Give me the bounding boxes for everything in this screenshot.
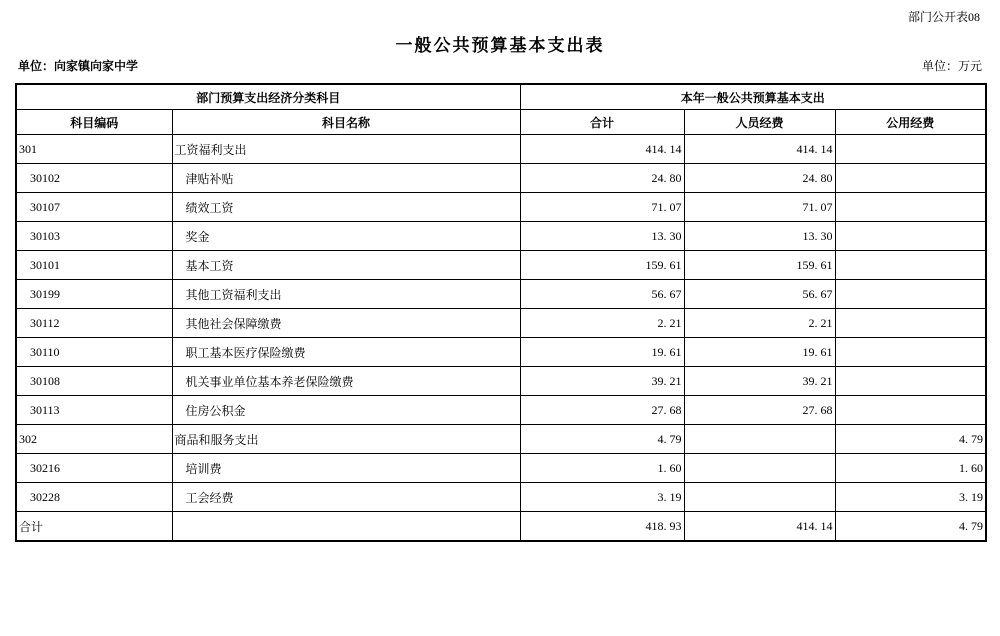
group-header-current-year-expenditure: 本年一般公共预算基本支出: [520, 84, 986, 110]
row-subject-code-cell: 301: [16, 135, 172, 164]
row-subject-code-cell: 302: [16, 425, 172, 454]
row-personnel-funds-cell: 39. 21: [684, 367, 835, 396]
col-header-subject-name: 科目名称: [172, 110, 520, 135]
row-public-funds-cell: [835, 164, 986, 193]
table-row: [16, 193, 986, 222]
row-total-cell: 3. 19: [520, 483, 684, 512]
table-row: [16, 280, 986, 309]
row-public-funds-cell: [835, 280, 986, 309]
row-subject-name-cell: 其他社会保障缴费: [172, 309, 520, 338]
row-public-funds-cell: [835, 338, 986, 367]
row-public-funds-cell: [835, 135, 986, 164]
table-row: [16, 222, 986, 251]
row-public-funds-cell: [835, 367, 986, 396]
row-personnel-funds-cell: 414. 14: [684, 135, 835, 164]
table-row: [16, 454, 986, 483]
row-total-cell: 4. 79: [520, 425, 684, 454]
row-public-funds-cell: [835, 222, 986, 251]
row-subject-name-cell: 商品和服务支出: [172, 425, 520, 454]
col-header-public-funds: 公用经费: [835, 110, 986, 135]
row-total-cell: 2. 21: [520, 309, 684, 338]
unit-currency-label: 单位：万元: [921, 59, 982, 73]
row-public-funds-cell: [835, 396, 986, 425]
table-row: [16, 367, 986, 396]
row-total-cell: 71. 07: [520, 193, 684, 222]
row-personnel-funds-cell: [684, 483, 835, 512]
row-subject-name-cell: 绩效工资: [172, 193, 520, 222]
table-row: [16, 251, 986, 280]
row-personnel-funds-cell: [684, 425, 835, 454]
group-header-subject-classification: 部门预算支出经济分类科目: [16, 84, 520, 110]
row-total-cell: 13. 30: [520, 222, 684, 251]
group-header-row: [16, 84, 986, 110]
row-subject-code-cell: 30199: [16, 280, 172, 309]
unit-info-row: [18, 57, 982, 74]
row-total-cell: 19. 61: [520, 338, 684, 367]
row-subject-name-cell: 奖金: [172, 222, 520, 251]
row-personnel-funds-cell: 414. 14: [684, 512, 835, 542]
row-public-funds-cell: [835, 193, 986, 222]
row-subject-code-cell: 30110: [16, 338, 172, 367]
row-subject-name-cell: 住房公积金: [172, 396, 520, 425]
row-subject-name-cell: 工会经费: [172, 483, 520, 512]
col-header-total: 合计: [520, 110, 684, 135]
row-total-cell: 159. 61: [520, 251, 684, 280]
row-subject-code-cell: 30103: [16, 222, 172, 251]
column-header-row: [16, 110, 986, 135]
row-public-funds-cell: [835, 251, 986, 280]
unit-name-label: 单位：向家镇向家中学: [18, 59, 139, 73]
table-row: [16, 512, 986, 542]
table-row: [16, 164, 986, 193]
table-body: [16, 135, 986, 542]
row-total-cell: 414. 14: [520, 135, 684, 164]
row-public-funds-cell: 4. 79: [835, 425, 986, 454]
row-subject-code-cell: 30228: [16, 483, 172, 512]
basic-expenditure-table: [15, 83, 987, 542]
row-subject-name-cell: 培训费: [172, 454, 520, 483]
row-subject-code-cell: 30112: [16, 309, 172, 338]
row-subject-name-cell: [172, 512, 520, 542]
row-public-funds-cell: 3. 19: [835, 483, 986, 512]
row-subject-code-cell: 合计: [16, 512, 172, 542]
row-subject-code-cell: 30113: [16, 396, 172, 425]
row-personnel-funds-cell: 13. 30: [684, 222, 835, 251]
row-total-cell: 24. 80: [520, 164, 684, 193]
table-row: [16, 425, 986, 454]
row-public-funds-cell: 1. 60: [835, 454, 986, 483]
row-subject-code-cell: 30107: [16, 193, 172, 222]
row-personnel-funds-cell: [684, 454, 835, 483]
row-subject-code-cell: 30108: [16, 367, 172, 396]
row-total-cell: 56. 67: [520, 280, 684, 309]
row-public-funds-cell: 4. 79: [835, 512, 986, 542]
table-row: [16, 135, 986, 164]
row-subject-name-cell: 职工基本医疗保险缴费: [172, 338, 520, 367]
row-subject-name-cell: 津贴补贴: [172, 164, 520, 193]
col-header-subject-code: 科目编码: [16, 110, 172, 135]
col-header-personnel-funds: 人员经费: [684, 110, 835, 135]
row-subject-name-cell: 基本工资: [172, 251, 520, 280]
row-subject-code-cell: 30101: [16, 251, 172, 280]
row-total-cell: 27. 68: [520, 396, 684, 425]
page-title: 一般公共预算基本支出表: [395, 36, 605, 55]
row-public-funds-cell: [835, 309, 986, 338]
row-subject-code-cell: 30102: [16, 164, 172, 193]
row-personnel-funds-cell: 56. 67: [684, 280, 835, 309]
table-row: [16, 338, 986, 367]
row-subject-name-cell: 其他工资福利支出: [172, 280, 520, 309]
table-row: [16, 309, 986, 338]
row-personnel-funds-cell: 27. 68: [684, 396, 835, 425]
row-subject-name-cell: 机关事业单位基本养老保险缴费: [172, 367, 520, 396]
row-subject-code-cell: 30216: [16, 454, 172, 483]
form-number-label: 部门公开表08: [907, 10, 980, 24]
table-row: [16, 483, 986, 512]
row-total-cell: 39. 21: [520, 367, 684, 396]
table-row: [16, 396, 986, 425]
table-header: [16, 84, 986, 135]
row-personnel-funds-cell: 19. 61: [684, 338, 835, 367]
row-total-cell: 418. 93: [520, 512, 684, 542]
row-total-cell: 1. 60: [520, 454, 684, 483]
row-personnel-funds-cell: 24. 80: [684, 164, 835, 193]
row-personnel-funds-cell: 2. 21: [684, 309, 835, 338]
row-subject-name-cell: 工资福利支出: [172, 135, 520, 164]
row-personnel-funds-cell: 71. 07: [684, 193, 835, 222]
row-personnel-funds-cell: 159. 61: [684, 251, 835, 280]
